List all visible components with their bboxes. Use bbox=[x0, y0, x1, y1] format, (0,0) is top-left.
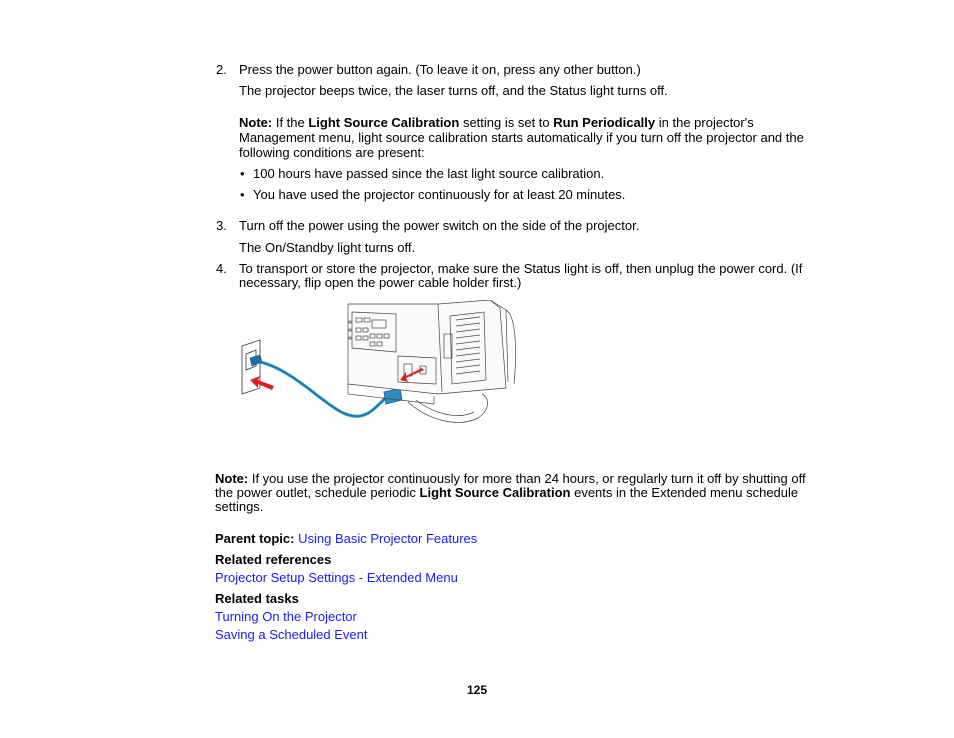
note-line: following conditions are present: bbox=[239, 145, 425, 160]
parent-topic-link[interactable]: Using Basic Projector Features bbox=[298, 531, 478, 546]
note-line: Management menu, light source calibration starts automatically if you turn off the projector and the bbox=[239, 130, 804, 145]
bullet-icon: • bbox=[240, 187, 245, 202]
note-text: the power outlet, schedule periodic bbox=[215, 485, 420, 500]
related-task-link[interactable]: Turning On the Projector bbox=[215, 609, 357, 624]
step-result: The projector beeps twice, the laser turns off, and the Status light turns off. bbox=[239, 83, 668, 98]
related-reference-link[interactable]: Projector Setup Settings - Extended Menu bbox=[215, 570, 458, 585]
step-number: 2. bbox=[216, 62, 227, 77]
unplug-power-cord-illustration bbox=[238, 300, 528, 435]
cable-connector-icon bbox=[384, 388, 402, 404]
related-references-heading: Related references bbox=[215, 552, 332, 567]
page-number: 125 bbox=[466, 683, 488, 697]
note-text: If the bbox=[272, 115, 309, 130]
step-result: The On/Standby light turns off. bbox=[239, 240, 416, 255]
bullet-icon: • bbox=[240, 166, 245, 181]
bullet-item: You have used the projector continuously for at least 20 minutes. bbox=[253, 187, 626, 202]
note-text: in the projector's bbox=[655, 115, 754, 130]
parent-topic bbox=[215, 531, 815, 546]
step-text: necessary, flip open the power cable holder first.) bbox=[239, 275, 522, 290]
related-tasks-heading: Related tasks bbox=[215, 591, 299, 606]
step-number: 3. bbox=[216, 218, 227, 233]
note-line bbox=[215, 471, 815, 486]
note-label: Note: bbox=[239, 115, 273, 130]
related-task-link[interactable]: Saving a Scheduled Event bbox=[215, 627, 368, 642]
note-label: Note: bbox=[215, 471, 249, 486]
note-line bbox=[215, 485, 815, 500]
step-text: Press the power button again. (To leave it on, press any other button.) bbox=[239, 62, 641, 77]
step-number: 4. bbox=[216, 261, 227, 276]
note-text: If you use the projector continuously for more than 24 hours, or regularly turn it off by shutting off bbox=[248, 471, 806, 486]
note-setting-name: Light Source Calibration bbox=[308, 115, 460, 130]
note-line bbox=[239, 115, 829, 130]
parent-topic-label: Parent topic: bbox=[215, 531, 295, 546]
note-setting-name: Light Source Calibration bbox=[419, 485, 571, 500]
step-text: Turn off the power using the power switch on the side of the projector. bbox=[239, 218, 640, 233]
note-text: setting is set to bbox=[459, 115, 554, 130]
bullet-item: 100 hours have passed since the last light source calibration. bbox=[253, 166, 605, 181]
step-text: To transport or store the projector, make sure the Status light is off, then unplug the power cord. (If bbox=[239, 261, 803, 276]
pull-arrow-icon bbox=[250, 376, 274, 390]
note-text: events in the Extended menu schedule bbox=[570, 485, 799, 500]
note-setting-value: Run Periodically bbox=[553, 115, 656, 130]
projector-icon bbox=[348, 300, 516, 422]
note-line: settings. bbox=[215, 499, 264, 514]
